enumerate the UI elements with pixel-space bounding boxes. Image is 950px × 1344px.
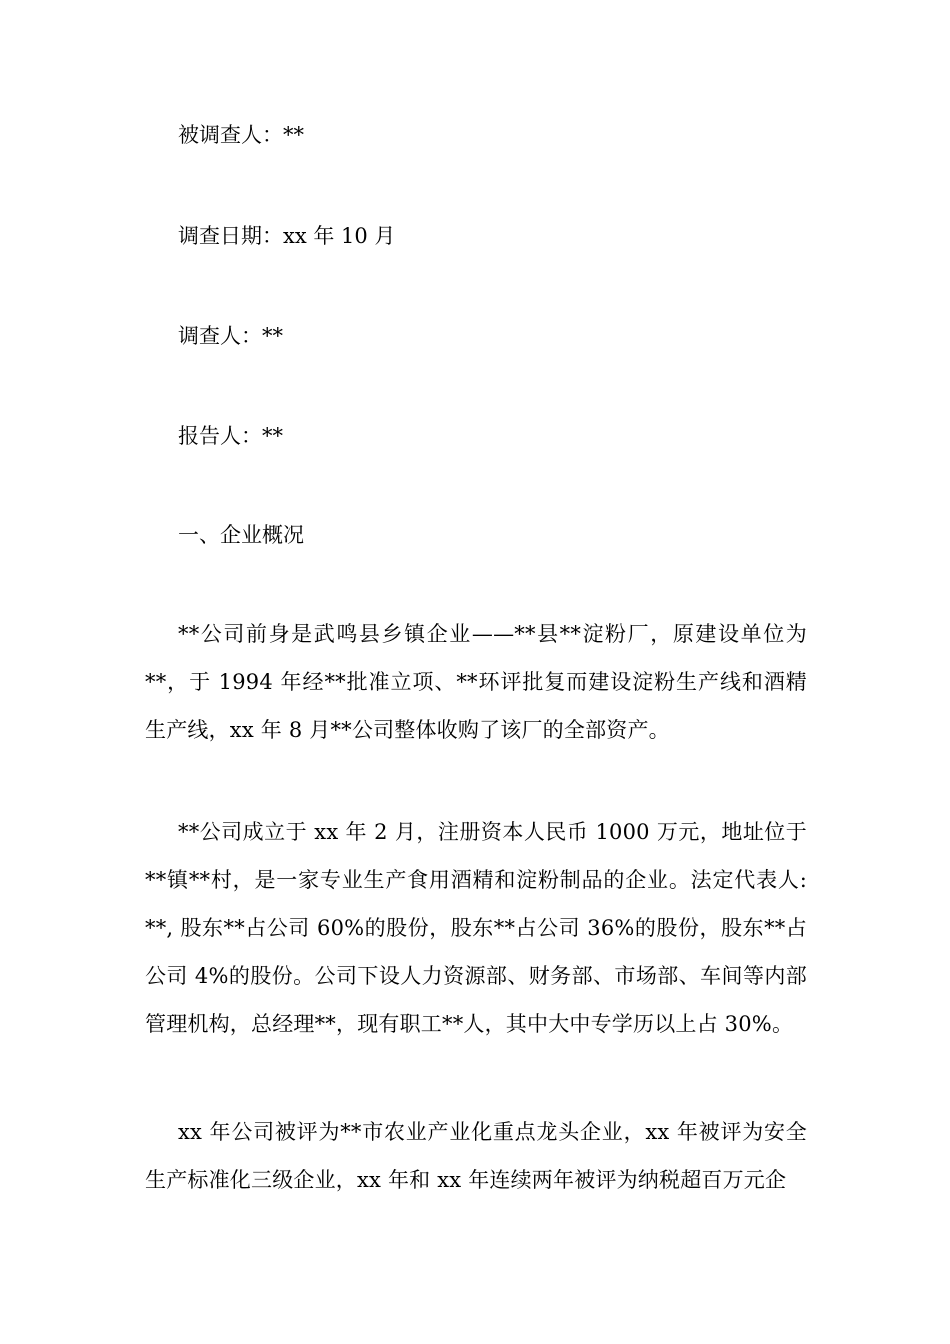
survey-date-line: 调查日期：xx 年 10 月: [178, 224, 396, 248]
section-heading: 一、企业概况: [178, 523, 304, 547]
paragraph-company-profile: **公司成立于 xx 年 2 月，注册资本人民币 1000 万元，地址位于**镇**村，是一家专业生产食用酒精和淀粉制品的企业。法定代表人: **, 股东**占公司 60%的股份，股东**占公司 36%的股份，股东**占公司 4%的股份。公司下设人力资源部、财务部、市场部、车间等内部管理机构，总经理**，现有职工**人，其中大中专学历以上占 30%。: [145, 820, 807, 1036]
investigator-line: 调查人：**: [178, 324, 283, 348]
reporter-line: 报告人：**: [178, 424, 283, 448]
paragraph-company-awards: xx 年公司被评为**市农业产业化重点龙头企业，xx 年被评为安全生产标准化三级企业，xx 年和 xx 年连续两年被评为纳税超百万元企: [145, 1120, 807, 1192]
paragraph-company-history: **公司前身是武鸣县乡镇企业——**县**淀粉厂，原建设单位为**，于 1994 年经**批准立项、**环评批复而建设淀粉生产线和酒精生产线，xx 年 8 月**公司整体收购了该厂的全部资产。: [145, 622, 807, 742]
respondent-line: 被调查人：**: [178, 123, 304, 147]
